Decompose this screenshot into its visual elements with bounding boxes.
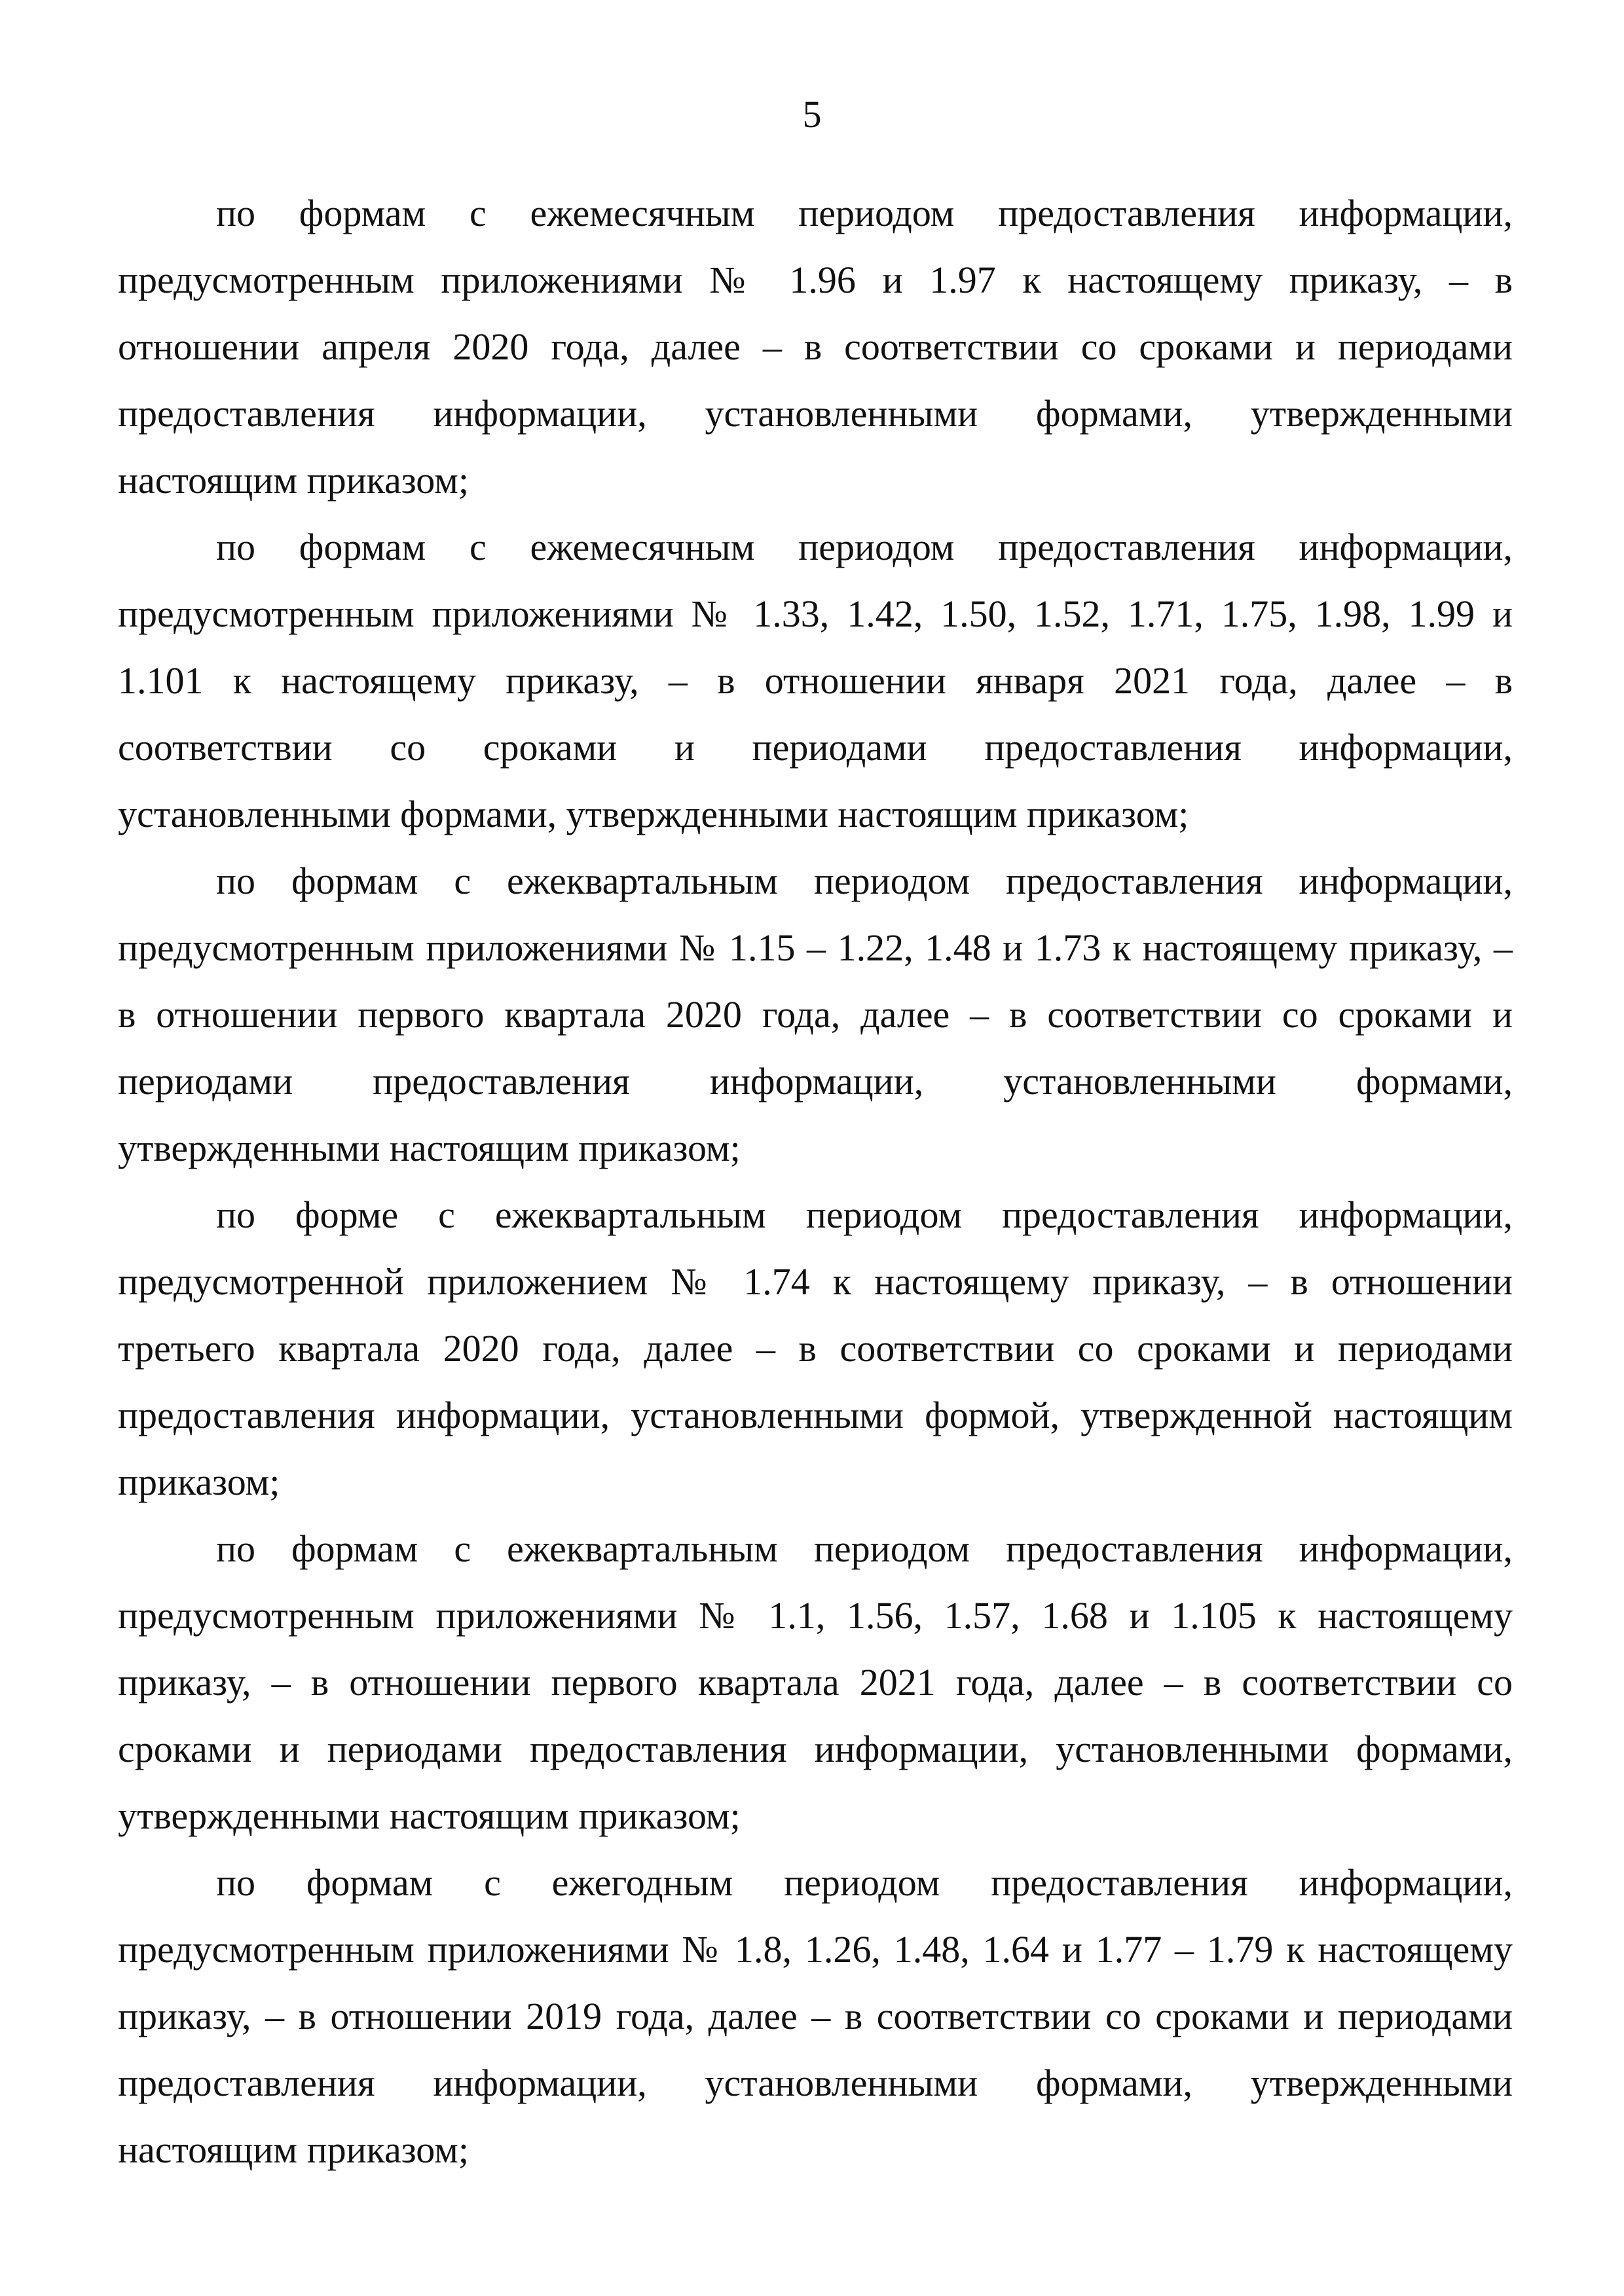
paragraph-line: по форме с ежеквартальным периодом предоставления информации, bbox=[216, 1194, 1513, 1236]
paragraph-line: предусмотренным приложениями № 1.96 и 1.97 к настоящему приказу, – в bbox=[118, 259, 1513, 301]
paragraph-line: по формам с ежеквартальным периодом предоставления информации, bbox=[216, 1527, 1513, 1570]
paragraph-line: приказом; bbox=[118, 1461, 280, 1503]
paragraph-line: сроками и периодами предоставления информации, установленными формами, bbox=[118, 1728, 1513, 1770]
paragraph-line: отношении апреля 2020 года, далее – в соответствии со сроками и периодами bbox=[118, 325, 1513, 368]
paragraph-1 bbox=[118, 180, 1513, 514]
paragraph-line: по формам с ежегодным периодом предоставления информации, bbox=[216, 1861, 1513, 1904]
paragraph-line: предусмотренной приложением № 1.74 к настоящему приказу, – в отношении bbox=[118, 1260, 1513, 1303]
page-number: 5 bbox=[802, 93, 822, 136]
paragraph-line: утвержденными настоящим приказом; bbox=[118, 1127, 741, 1169]
paragraph-line: периодами предоставления информации, установленными формами, bbox=[118, 1060, 1513, 1102]
paragraph-line: предусмотренным приложениями № 1.1, 1.56, 1.57, 1.68 и 1.105 к настоящему bbox=[118, 1594, 1513, 1637]
paragraph-line: приказу, – в отношении 2019 года, далее – в соответствии со сроками и периодами bbox=[118, 1995, 1513, 2037]
paragraph-line: по формам с ежемесячным периодом предоставления информации, bbox=[216, 192, 1513, 234]
paragraph-4 bbox=[118, 1182, 1513, 1516]
paragraph-line: настоящим приказом; bbox=[118, 459, 469, 501]
paragraph-line: утвержденными настоящим приказом; bbox=[118, 1795, 741, 1837]
paragraph-line: 1.101 к настоящему приказу, – в отношении января 2021 года, далее – в bbox=[118, 659, 1513, 702]
paragraph-line: предусмотренным приложениями № 1.15 – 1.22, 1.48 и 1.73 к настоящему приказу, – bbox=[118, 926, 1513, 969]
paragraph-line: предоставления информации, установленными формой, утвержденной настоящим bbox=[118, 1394, 1513, 1436]
paragraph-line: установленными формами, утвержденными настоящим приказом; bbox=[118, 793, 1189, 835]
paragraph-line: настоящим приказом; bbox=[118, 2128, 469, 2171]
paragraph-3 bbox=[118, 848, 1513, 1182]
paragraph-line: по формам с ежемесячным периодом предоставления информации, bbox=[216, 526, 1513, 568]
document-body bbox=[118, 180, 1513, 2183]
paragraph-line: предоставления информации, установленными формами, утвержденными bbox=[118, 392, 1513, 435]
paragraph-2 bbox=[118, 514, 1513, 848]
paragraph-line: приказу, – в отношении первого квартала 2021 года, далее – в соответствии со bbox=[118, 1661, 1513, 1704]
paragraph-6 bbox=[118, 1850, 1513, 2183]
paragraph-line: в отношении первого квартала 2020 года, далее – в соответствии со сроками и bbox=[118, 993, 1513, 1036]
paragraph-line: предусмотренным приложениями № 1.33, 1.42, 1.50, 1.52, 1.71, 1.75, 1.98, 1.99 и bbox=[118, 592, 1513, 635]
paragraph-line: предоставления информации, установленными формами, утвержденными bbox=[118, 2062, 1513, 2104]
paragraph-5 bbox=[118, 1516, 1513, 1850]
paragraph-line: соответствии со сроками и периодами предоставления информации, bbox=[118, 726, 1513, 769]
paragraph-line: предусмотренным приложениями № 1.8, 1.26, 1.48, 1.64 и 1.77 – 1.79 к настоящему bbox=[118, 1928, 1513, 1971]
paragraph-line: третьего квартала 2020 года, далее – в соответствии со сроками и периодами bbox=[118, 1327, 1513, 1370]
paragraph-line: по формам с ежеквартальным периодом предоставления информации, bbox=[216, 860, 1513, 902]
